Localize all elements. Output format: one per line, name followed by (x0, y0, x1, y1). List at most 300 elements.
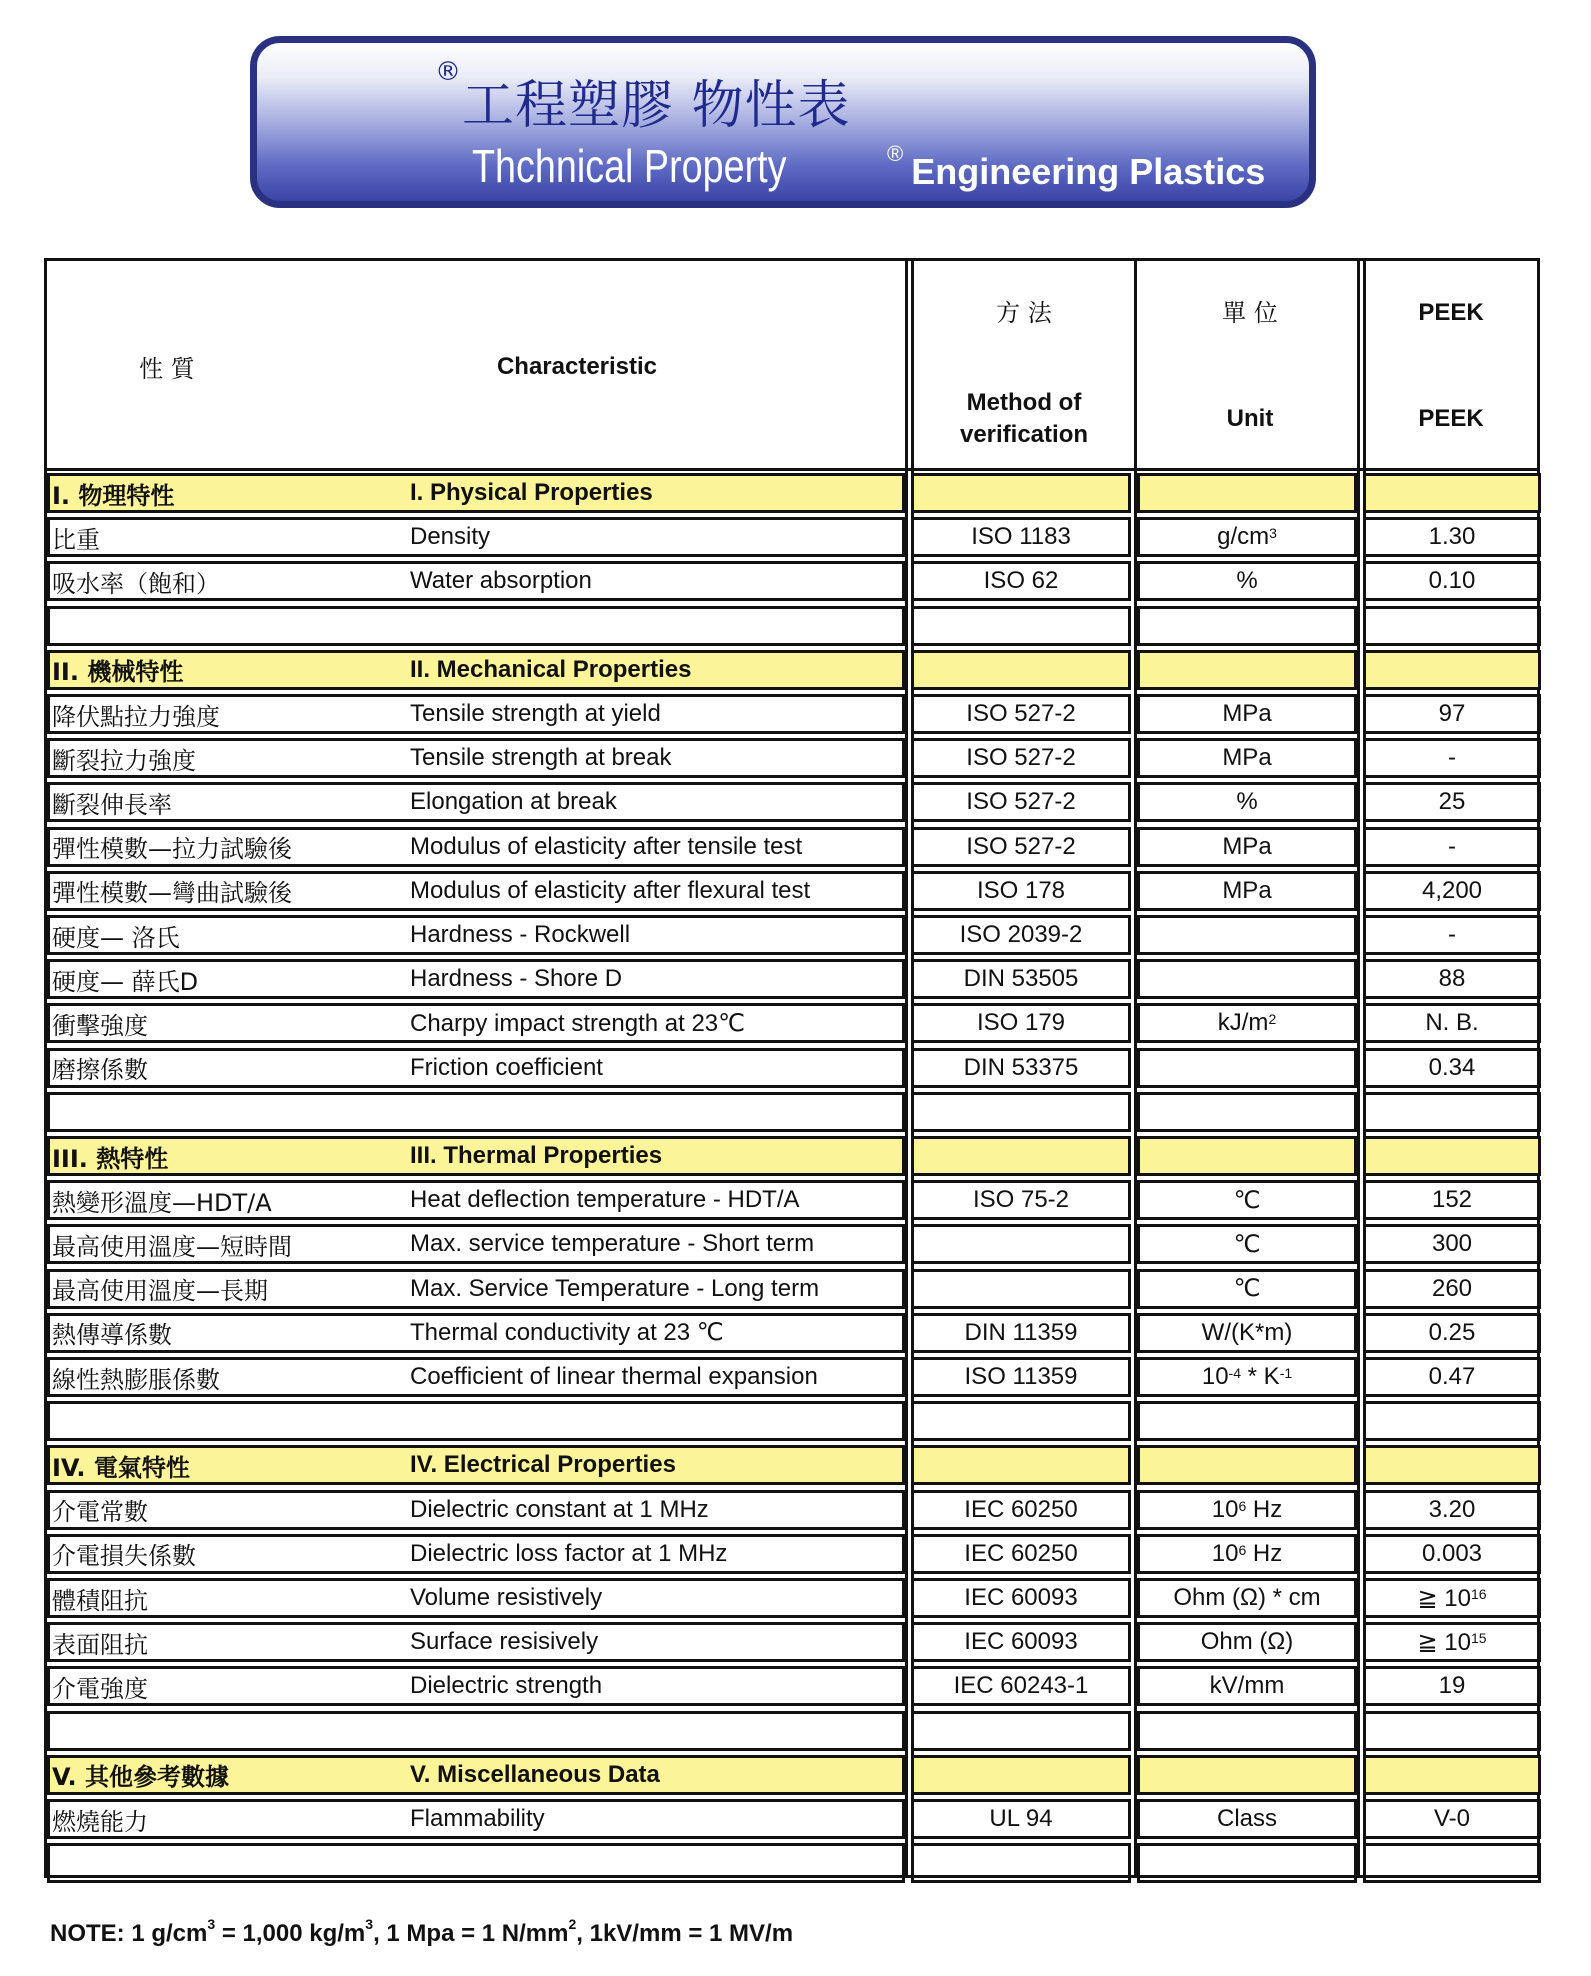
property-cell (47, 1003, 905, 1043)
property-en: Dielectric strength (410, 1672, 603, 1700)
blank-row (47, 1399, 1537, 1443)
property-cell (47, 1313, 905, 1353)
table-row (47, 869, 1537, 913)
method-cell (911, 1224, 1131, 1264)
property-zh: 比重 (52, 525, 100, 554)
unit-text: W/(K*m) (1201, 1318, 1293, 1346)
unit-cell (1137, 694, 1357, 734)
property-en: Coefficient of linear thermal expansion (410, 1363, 818, 1390)
property-cell (47, 1622, 905, 1662)
property-en: Charpy impact strength at 23℃ (410, 1009, 746, 1037)
method-text: DIN 53505 (963, 965, 1079, 993)
value-text: 25 (1438, 788, 1466, 816)
method-cell (911, 1048, 1131, 1088)
unit-cell (1137, 517, 1357, 557)
unit-cell (1137, 1843, 1357, 1883)
method-cell (911, 1843, 1131, 1883)
property-zh: 磨擦係數 (52, 1056, 148, 1085)
value-cell (1363, 827, 1541, 867)
property-cell (47, 1799, 905, 1839)
property-cell (47, 782, 905, 822)
value-text: 260 (1431, 1274, 1473, 1302)
table-row (47, 559, 1537, 603)
table-row (47, 1178, 1537, 1222)
unit-text: MPa (1222, 700, 1272, 727)
table-row (47, 1311, 1537, 1355)
unit-text: 10 (1201, 1363, 1229, 1390)
property-en: Water absorption (410, 567, 592, 595)
unit-cell (1137, 1666, 1357, 1706)
method-text: ISO 178 (976, 876, 1066, 904)
method-cell (911, 1666, 1131, 1706)
value-cell (1363, 1048, 1541, 1088)
note-label: NOTE: (50, 1920, 125, 1947)
method-cell (911, 1711, 1131, 1751)
value-cell (1363, 1092, 1541, 1132)
unit-cell (1137, 561, 1357, 601)
unit-cell (1137, 1534, 1357, 1574)
property-cell (47, 738, 905, 778)
value-cell (1363, 1136, 1541, 1176)
value-text: 0.003 (1421, 1539, 1483, 1567)
value-text: 300 (1431, 1230, 1473, 1258)
property-zh: III. 熱特性 (52, 1144, 169, 1173)
property-cell (47, 517, 905, 557)
table-row (47, 1046, 1537, 1090)
property-cell (47, 694, 905, 734)
table-row (47, 780, 1537, 824)
value-cell (1363, 561, 1541, 601)
value-cell (1363, 1578, 1541, 1618)
header-material-1: PEEK (1418, 299, 1484, 326)
note-text: , 1 Mpa = 1 N/mm (373, 1920, 569, 1947)
value-cell (1363, 959, 1541, 999)
property-en: Dielectric loss factor at 1 MHz (410, 1539, 728, 1567)
unit-cell (1137, 1003, 1357, 1043)
value-cell (1363, 1313, 1541, 1353)
unit-cell (1137, 1622, 1357, 1662)
property-en: IV. Electrical Properties (410, 1451, 676, 1479)
unit-cell (1137, 1401, 1357, 1441)
method-cell (911, 517, 1131, 557)
unit-cell (1137, 1269, 1357, 1309)
unit-text: ℃ (1233, 1186, 1261, 1214)
value-cell (1363, 473, 1541, 513)
registered-mark: ® (887, 141, 904, 166)
note-superscript: 3 (207, 1916, 216, 1932)
unit-text: ℃ (1233, 1230, 1261, 1258)
property-en: I. Physical Properties (410, 479, 653, 506)
property-cell (47, 473, 905, 513)
property-zh: 硬度— 薛氏D (52, 967, 199, 996)
property-en: Tensile strength at yield (410, 700, 661, 727)
method-cell (911, 1269, 1131, 1309)
value-text: ≧ 10 (1417, 1628, 1471, 1656)
method-cell (911, 782, 1131, 822)
table-row (47, 692, 1537, 736)
value-cell (1363, 1445, 1541, 1485)
property-zh: 斷裂伸長率 (52, 790, 172, 819)
property-en: Density (410, 523, 491, 551)
property-zh: 熱變形溫度—HDT/A (52, 1188, 272, 1217)
header-characteristic (47, 261, 911, 471)
property-en: Heat deflection temperature - HDT/A (410, 1186, 800, 1214)
header-method-en-1: Method of (966, 389, 1082, 416)
table-row (47, 913, 1537, 957)
unit-tail-superscript: -1 (1279, 1365, 1293, 1381)
value-text: 0.47 (1428, 1363, 1476, 1390)
unit-superscript: 6 (1238, 1541, 1247, 1558)
table-row (47, 736, 1537, 780)
property-zh: 介電損失係數 (52, 1542, 196, 1571)
method-text: ISO 75-2 (972, 1186, 1070, 1214)
unit-text: % (1236, 567, 1258, 595)
value-text: 3.20 (1428, 1495, 1476, 1523)
property-zh: 表面阻抗 (52, 1630, 148, 1659)
method-text: IEC 60093 (964, 1628, 1078, 1656)
method-cell (911, 650, 1131, 690)
property-en: Tensile strength at break (410, 744, 672, 772)
note-text: , 1kV/mm = 1 MV/m (576, 1920, 794, 1947)
property-zh: 彈性模數—彎曲試驗後 (52, 879, 292, 908)
property-cell (47, 1490, 905, 1530)
property-zh: IV. 電氣特性 (52, 1453, 190, 1482)
property-zh: 體積阻抗 (52, 1586, 148, 1615)
property-en: Volume resistively (410, 1584, 603, 1611)
property-en: II. Mechanical Properties (410, 655, 692, 683)
table-row (47, 1576, 1537, 1620)
property-cell (47, 1048, 905, 1088)
property-cell (47, 606, 905, 646)
value-cell (1363, 1534, 1541, 1574)
unit-cell (1137, 606, 1357, 646)
table-row (47, 1797, 1537, 1841)
property-zh: II. 機械特性 (52, 658, 184, 687)
property-en: Modulus of elasticity after tensile test (410, 832, 803, 860)
value-cell (1363, 1711, 1541, 1751)
method-cell (911, 1490, 1131, 1530)
property-cell (47, 1092, 905, 1132)
table-row (47, 1620, 1537, 1664)
table-row (47, 957, 1537, 1001)
method-cell (911, 827, 1131, 867)
property-zh: 降伏點拉力強度 (52, 702, 220, 731)
value-text: - (1448, 744, 1456, 772)
value-cell (1363, 1622, 1541, 1662)
property-en: Modulus of elasticity after flexural test (410, 876, 811, 904)
property-cell (47, 915, 905, 955)
unit-tail: Hz (1246, 1495, 1283, 1523)
unit-cell (1137, 1755, 1357, 1795)
value-cell (1363, 915, 1541, 955)
value-cell (1363, 1224, 1541, 1264)
value-text: 4,200 (1421, 876, 1483, 904)
header-material (1363, 261, 1539, 471)
method-text: ISO 179 (976, 1009, 1066, 1037)
property-zh: 吸水率（飽和） (52, 569, 220, 598)
section-row (47, 1134, 1537, 1178)
method-text: IEC 60250 (964, 1539, 1078, 1567)
property-zh: 斷裂拉力強度 (52, 746, 196, 775)
value-cell (1363, 1666, 1541, 1706)
note-text: = 1,000 kg/m (215, 1920, 366, 1947)
unit-cell (1137, 1711, 1357, 1751)
header-characteristic-en: Characteristic (496, 353, 658, 380)
property-zh: 最高使用溫度—長期 (52, 1277, 268, 1306)
value-text: 19 (1438, 1672, 1466, 1700)
method-cell (911, 694, 1131, 734)
method-cell (911, 1799, 1131, 1839)
table-row (47, 1267, 1537, 1311)
unit-cell (1137, 827, 1357, 867)
brand-text: Engineering Plastics (911, 151, 1266, 192)
section-row (47, 648, 1537, 692)
unit-cell (1137, 1313, 1357, 1353)
unit-cell (1137, 650, 1357, 690)
table-row (47, 1532, 1537, 1576)
registered-mark: ® (435, 57, 462, 87)
property-en: Hardness - Shore D (410, 965, 623, 993)
title-banner (250, 36, 1316, 208)
property-cell (47, 1401, 905, 1441)
property-en: Max. Service Temperature - Long term (410, 1274, 820, 1302)
table-row (47, 515, 1537, 559)
property-cell (47, 1534, 905, 1574)
unit-cell (1137, 473, 1357, 513)
value-cell (1363, 606, 1541, 646)
unit-text: 10 (1211, 1539, 1239, 1567)
property-cell (47, 1843, 905, 1883)
unit-cell (1137, 915, 1357, 955)
table-row (47, 1222, 1537, 1266)
unit-cell (1137, 1180, 1357, 1220)
property-zh: 衝擊強度 (52, 1011, 148, 1040)
method-cell (911, 606, 1131, 646)
table-row (47, 825, 1537, 869)
property-zh: 彈性模數—拉力試驗後 (52, 835, 292, 864)
value-cell (1363, 871, 1541, 911)
property-en: Hardness - Rockwell (410, 921, 631, 948)
property-en: Flammability (410, 1805, 545, 1832)
header-method-en-2: verification (959, 421, 1089, 448)
method-cell (911, 561, 1131, 601)
method-text: ISO 62 (983, 567, 1059, 595)
value-text: - (1448, 921, 1456, 948)
method-text: IEC 60093 (964, 1584, 1078, 1611)
value-text: 1.30 (1428, 523, 1476, 551)
value-cell (1363, 1799, 1541, 1839)
method-cell (911, 1401, 1131, 1441)
method-cell (911, 1534, 1131, 1574)
unit-cell (1137, 1048, 1357, 1088)
value-cell (1363, 694, 1541, 734)
property-cell (47, 871, 905, 911)
value-text: N. B. (1425, 1009, 1479, 1037)
value-cell (1363, 1755, 1541, 1795)
property-cell (47, 1755, 905, 1795)
table-row (47, 1001, 1537, 1045)
method-text: IEC 60250 (964, 1495, 1078, 1523)
method-cell (911, 473, 1131, 513)
value-cell (1363, 1180, 1541, 1220)
unit-text: kJ/m (1217, 1009, 1269, 1037)
unit-superscript: -4 (1228, 1365, 1241, 1381)
unit-cell (1137, 738, 1357, 778)
value-text: ≧ 10 (1417, 1584, 1471, 1612)
property-cell (47, 1224, 905, 1264)
unit-cell (1137, 1136, 1357, 1176)
brand-title (887, 141, 1266, 193)
property-en: Dielectric constant at 1 MHz (410, 1495, 709, 1523)
method-cell (911, 1445, 1131, 1485)
value-cell (1363, 1357, 1541, 1397)
property-cell (47, 650, 905, 690)
units-note (50, 1916, 794, 1948)
property-en: III. Thermal Properties (410, 1142, 663, 1169)
unit-cell (1137, 1490, 1357, 1530)
unit-text: g/cm (1217, 523, 1270, 551)
property-cell (47, 1445, 905, 1485)
property-cell (47, 1180, 905, 1220)
unit-superscript: 3 (1269, 525, 1277, 542)
method-text: ISO 1183 (971, 523, 1071, 551)
value-text: V-0 (1433, 1805, 1471, 1832)
header-property-zh: 性 質 (139, 355, 195, 383)
method-cell (911, 1578, 1131, 1618)
section-row (47, 1443, 1537, 1487)
method-text: UL 94 (989, 1805, 1053, 1832)
property-zh: 最高使用溫度—短時間 (52, 1232, 292, 1261)
property-en: Surface resisively (410, 1628, 599, 1656)
unit-tail: Hz (1246, 1539, 1283, 1567)
property-cell (47, 1136, 905, 1176)
title-english: Thchnical Property (472, 140, 787, 192)
property-cell (47, 1711, 905, 1751)
property-zh: 燃燒能力 (52, 1807, 148, 1836)
property-en: Friction coefficient (410, 1053, 603, 1081)
value-superscript: 15 (1470, 1630, 1487, 1647)
note-superscript: 3 (365, 1916, 374, 1932)
unit-text: MPa (1222, 832, 1272, 860)
value-text: 0.10 (1428, 567, 1476, 595)
header-method-zh: 方 法 (996, 299, 1052, 327)
method-text: ISO 527-2 (966, 788, 1076, 816)
method-cell (911, 1755, 1131, 1795)
header-unit-en: Unit (1226, 405, 1274, 432)
method-text: IEC 60243-1 (953, 1672, 1089, 1700)
method-cell (911, 1357, 1131, 1397)
value-cell (1363, 1003, 1541, 1043)
value-cell (1363, 1490, 1541, 1530)
note-text: 1 g/cm (124, 1920, 208, 1947)
value-cell (1363, 650, 1541, 690)
value-cell (1363, 1401, 1541, 1441)
property-zh: I. 物理特性 (52, 481, 175, 510)
method-cell (911, 1622, 1131, 1662)
property-cell (47, 959, 905, 999)
property-cell (47, 827, 905, 867)
unit-cell (1137, 959, 1357, 999)
value-cell (1363, 782, 1541, 822)
unit-cell (1137, 1799, 1357, 1839)
property-en: V. Miscellaneous Data (410, 1760, 660, 1788)
method-cell (911, 915, 1131, 955)
method-text: DIN 53375 (963, 1053, 1079, 1081)
property-zh: 介電常數 (52, 1498, 148, 1527)
unit-tail: * K (1241, 1363, 1280, 1390)
value-cell (1363, 1843, 1541, 1883)
value-text: 97 (1438, 700, 1466, 727)
header-method (911, 261, 1137, 471)
property-cell (47, 1666, 905, 1706)
method-text: ISO 2039-2 (959, 921, 1083, 948)
blank-row (47, 1090, 1537, 1134)
unit-text: kV/mm (1209, 1672, 1285, 1700)
properties-table (44, 258, 1540, 1878)
method-cell (911, 1136, 1131, 1176)
method-text: ISO 527-2 (966, 832, 1076, 860)
method-cell (911, 738, 1131, 778)
property-en: Thermal conductivity at 23 ℃ (410, 1319, 724, 1347)
value-text: 0.34 (1428, 1053, 1476, 1081)
unit-cell (1137, 1092, 1357, 1132)
method-cell (911, 1313, 1131, 1353)
method-text: ISO 527-2 (966, 700, 1076, 727)
unit-text: Ohm (Ω) * cm (1173, 1584, 1321, 1611)
unit-text: MPa (1222, 744, 1272, 772)
blank-row (47, 1709, 1537, 1753)
property-cell (47, 561, 905, 601)
property-zh: V. 其他參考數據 (52, 1763, 229, 1792)
header-material-2: PEEK (1418, 405, 1484, 432)
unit-text: % (1236, 788, 1258, 816)
property-zh: 線性熱膨脹係數 (52, 1365, 220, 1394)
unit-cell (1137, 782, 1357, 822)
property-cell (47, 1357, 905, 1397)
property-cell (47, 1269, 905, 1309)
method-cell (911, 1092, 1131, 1132)
unit-text: Ohm (Ω) (1200, 1628, 1294, 1656)
property-en: Max. service temperature - Short term (410, 1230, 815, 1258)
property-zh: 介電強度 (52, 1674, 148, 1703)
method-cell (911, 871, 1131, 911)
value-cell (1363, 738, 1541, 778)
value-text: - (1448, 832, 1456, 860)
title-chinese (435, 57, 851, 138)
value-text: 152 (1431, 1186, 1473, 1214)
method-cell (911, 1003, 1131, 1043)
table-row (47, 1488, 1537, 1532)
method-text: ISO 527-2 (966, 744, 1076, 772)
section-row (47, 1753, 1537, 1797)
unit-superscript: 2 (1268, 1011, 1277, 1028)
value-cell (1363, 1269, 1541, 1309)
value-superscript: 16 (1470, 1586, 1487, 1602)
header-unit-zh: 單 位 (1222, 299, 1278, 327)
value-cell (1363, 517, 1541, 557)
unit-superscript: 6 (1238, 1497, 1247, 1514)
property-zh: 硬度— 洛氏 (52, 923, 180, 952)
header-unit (1137, 261, 1363, 471)
unit-text: Class (1216, 1805, 1277, 1832)
unit-cell (1137, 1445, 1357, 1485)
property-en: Elongation at break (410, 788, 617, 816)
unit-cell (1137, 871, 1357, 911)
table-row (47, 1664, 1537, 1708)
method-text: ISO 11359 (964, 1363, 1078, 1390)
unit-text: 10 (1211, 1495, 1239, 1523)
method-text: DIN 11359 (964, 1318, 1078, 1346)
